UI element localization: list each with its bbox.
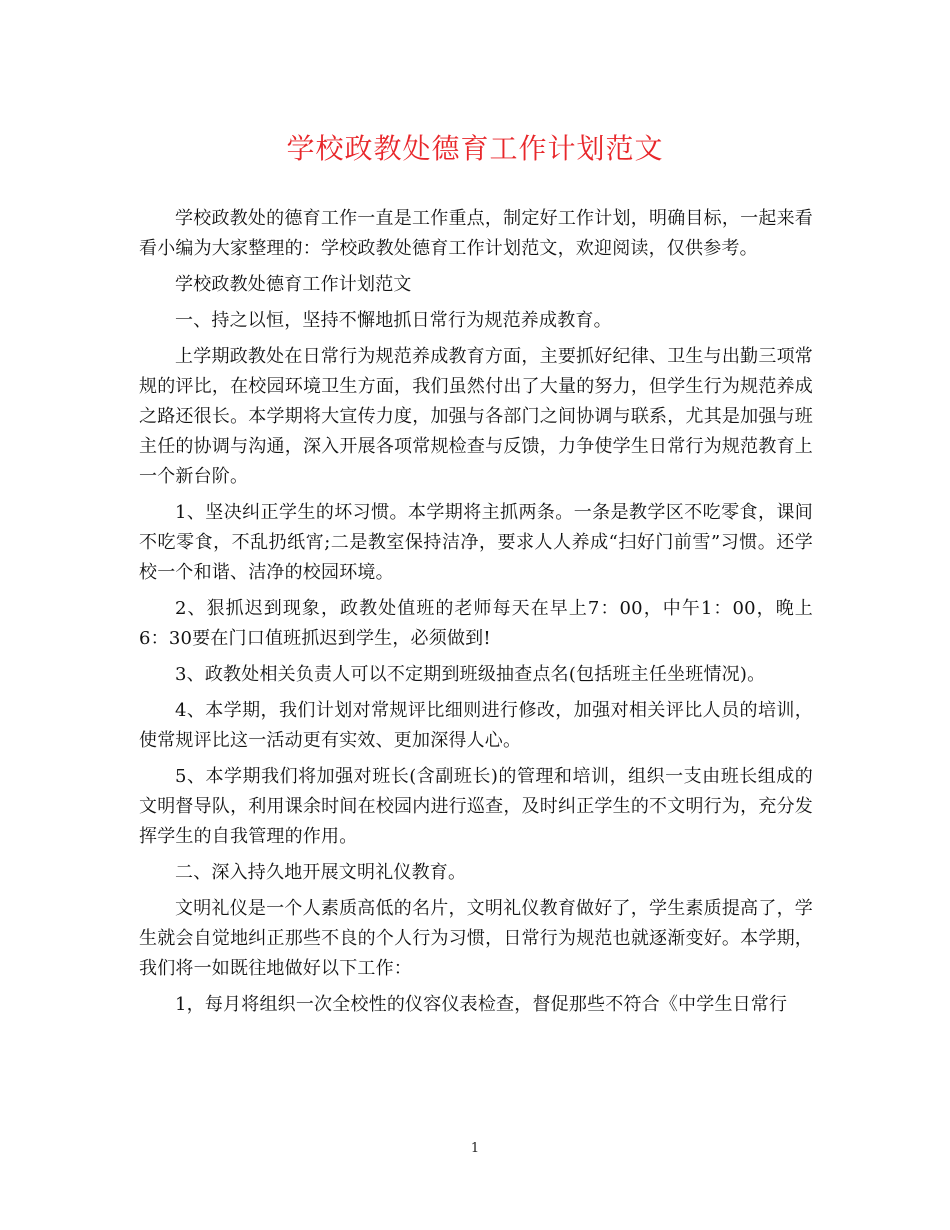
document-title: 学校政教处德育工作计划范文 — [286, 132, 664, 165]
section-heading-2: 二、深入持久地开展文明礼仪教育。 — [175, 862, 467, 883]
document-body — [139, 204, 813, 1026]
paragraph: 文明礼仪是一个人素质高低的名片，文明礼仪教育做好了，学生素质提高了，学生就会自觉地纠正那些不良的个人行为习惯，日常行为规范也就逐渐变好。本学期，我们将一如既往地做好以下工作： — [139, 898, 813, 979]
list-item: 3、政教处相关负责人可以不定期到班级抽查点名(包括班主任坐班情况)。 — [175, 664, 766, 685]
list-item: 1，每月将组织一次全校性的仪容仪表检查，督促那些不符合《中学生日常行 — [175, 994, 788, 1015]
paragraph-subtitle: 学校政教处德育工作计划范文 — [175, 274, 412, 295]
paragraph-intro: 学校政教处的德育工作一直是工作重点，制定好工作计划，明确目标，一起来看看小编为大家整理的：学校政教处德育工作计划范文，欢迎阅读，仅供参考。 — [139, 208, 813, 259]
list-item: 4、本学期，我们计划对常规评比细则进行修改，加强对相关评比人员的培训，使常规评比这一活动更有实效、更加深得人心。 — [139, 700, 813, 751]
paragraph: 上学期政教处在日常行为规范养成教育方面，主要抓好纪律、卫生与出勤三项常规的评比，在校园环境卫生方面，我们虽然付出了大量的努力，但学生行为规范养成之路还很长。本学期将大宣传力度，加强与各部门之间协调与联系，尤其是加强与班主任的协调与沟通，深入开展各项常规检查与反馈，力争使学生日常行为规范教育上一个新台阶。 — [139, 346, 813, 487]
list-item: 5、本学期我们将加强对班长(含副班长)的管理和培训，组织一支由班长组成的文明督导队，利用课余时间在校园内进行巡查，及时纠正学生的不文明行为，充分发挥学生的自我管理的作用。 — [139, 766, 813, 847]
list-item: 2、狠抓迟到现象，政教处值班的老师每天在早上7：00，中午1：00，晚上6：30要在门口值班抓迟到学生，必须做到! — [139, 598, 813, 649]
section-heading-1: 一、持之以恒，坚持不懈地抓日常行为规范养成教育。 — [175, 310, 612, 331]
list-item: 1、坚决纠正学生的坏习惯。本学期将主抓两条。一条是教学区不吃零食，课间不吃零食，不乱扔纸宵;二是教室保持洁净，要求人人养成“扫好门前雪”习惯。还学校一个和谐、洁净的校园环境。 — [139, 502, 813, 583]
page-number: 1 — [470, 1141, 480, 1156]
